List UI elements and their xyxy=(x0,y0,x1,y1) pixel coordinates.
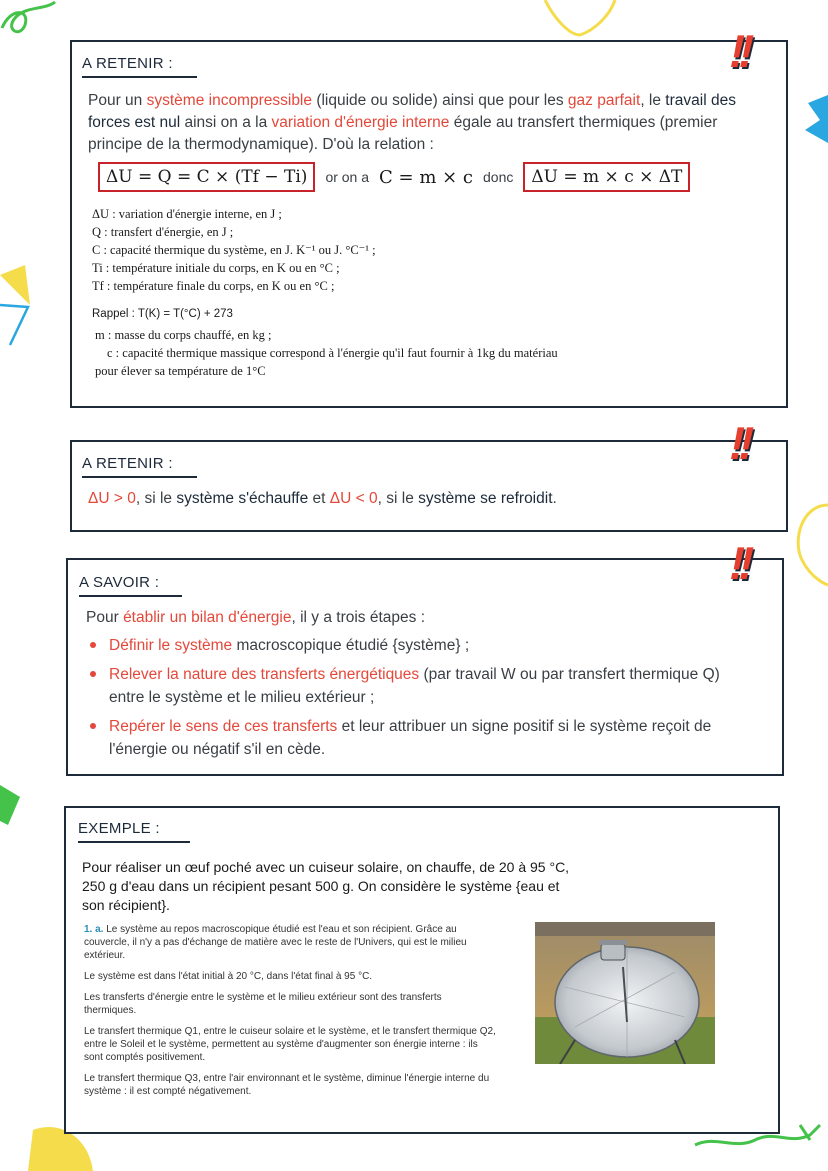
definition: Ti : température initiale du corps, en K ou en °C ; xyxy=(92,261,340,275)
donc-label: donc xyxy=(483,169,514,185)
title-underline xyxy=(79,595,182,597)
decor-yellow-ring xyxy=(792,500,828,590)
definition: Tf : température finale du corps, en K ou en °C ; xyxy=(92,279,335,293)
card-title: A SAVOIR : xyxy=(79,574,160,591)
list-item: Définir le système macroscopique étudié {système} ; xyxy=(84,634,754,657)
decor-green-swirl xyxy=(0,0,60,45)
definitions-list xyxy=(92,205,376,295)
paragraph-intro: Pour un système incompressible (liquide ou solide) ainsi que pour les gaz parfait, le travail des forces est nul ainsi on a la variation d'énergie interne égale au transfert thermiques (premier principe de la thermodynamique). D'où la relation : xyxy=(88,92,736,153)
warning-exclamation-icon: !! xyxy=(724,417,755,469)
card-title: A RETENIR : xyxy=(82,55,173,72)
formula-2: C = m × c xyxy=(379,166,474,188)
definition: pour élever sa température de 1°C xyxy=(95,364,266,378)
or-on-a-label: or on a xyxy=(325,169,370,185)
rappel: Rappel : T(K) = T(°C) + 273 xyxy=(92,308,233,320)
card-title: A RETENIR : xyxy=(82,455,173,472)
formula-row xyxy=(98,162,690,192)
decor-yellow-heart xyxy=(540,0,620,40)
decor-blue-shape xyxy=(800,95,828,145)
definition: c : capacité thermique massique correspond à l'énergie qu'il faut fournir à 1kg du matériau xyxy=(107,346,558,360)
definitions-list-2 xyxy=(95,326,558,380)
solar-cooker-photo xyxy=(535,922,715,1064)
bilan-intro: Pour établir un bilan d'énergie, il y a trois étapes : xyxy=(86,609,426,626)
definition: Q : transfert d'énergie, en J ; xyxy=(92,225,234,239)
title-underline xyxy=(82,476,197,478)
example-answer: 1. a. Le système au repos macroscopique étudié est l'eau et son récipient. Grâce au couvercle, il n'y a pas d'échange de matière avec le reste de l'Univers, qui est le milieu extérieur. Le système est dans l'état initial à 20 °C, dans l'état final à 95 °C. Les transferts d'énergie entre le système et le milieu extérieur sont des transferts thermiques. Le transfert thermique Q1, entre le cuiseur solaire et le système, et le transfert thermique Q2, entre le Soleil et le système, permettent au système d'augmenter son énergie interne : ils sont comptés positivement. Le transfert thermique Q3, entre l'air environnant et le système, diminue l'énergie interne du système : il est compté négativement. xyxy=(84,924,496,1097)
list-item: Repérer le sens de ces transferts et leur attribuer un signe positif si le système reçoit de l'énergie ou négatif s'il en cède. xyxy=(84,715,754,761)
formula-box-1: ΔU = Q = C × (Tf − Ti) xyxy=(98,162,315,192)
list-item: Relever la nature des transferts énergétiques (par travail W ou par transfert thermique Q) entre le système et le milieu extérieur ; xyxy=(84,663,754,709)
example-statement: Pour réaliser un œuf poché avec un cuiseur solaire, on chauffe, de 20 à 95 °C, 250 g d'eau dans un récipient pesant 500 g. On considère le système {eau et son récipient}. xyxy=(82,859,570,913)
title-underline xyxy=(82,76,197,78)
definition: ΔU : variation d'énergie interne, en J ; xyxy=(92,207,282,221)
definition: m : masse du corps chauffé, en kg ; xyxy=(95,328,272,342)
warning-exclamation-icon: !! xyxy=(724,25,755,77)
card-title: EXEMPLE : xyxy=(78,820,160,837)
decor-green-left xyxy=(0,785,22,825)
steps-list xyxy=(84,634,754,767)
delta-u-rule: ΔU > 0, si le système s'échauffe et ΔU < 0, si le système se refroidit. xyxy=(88,490,557,507)
definition: C : capacité thermique du système, en J. K⁻¹ ou J. °C⁻¹ ; xyxy=(92,243,376,257)
warning-exclamation-icon: !! xyxy=(724,537,755,589)
decor-left-shapes xyxy=(0,265,35,355)
card-a-retenir-2 xyxy=(70,440,788,532)
formula-box-3: ΔU = m × c × ΔT xyxy=(523,162,690,192)
title-underline xyxy=(78,841,190,843)
